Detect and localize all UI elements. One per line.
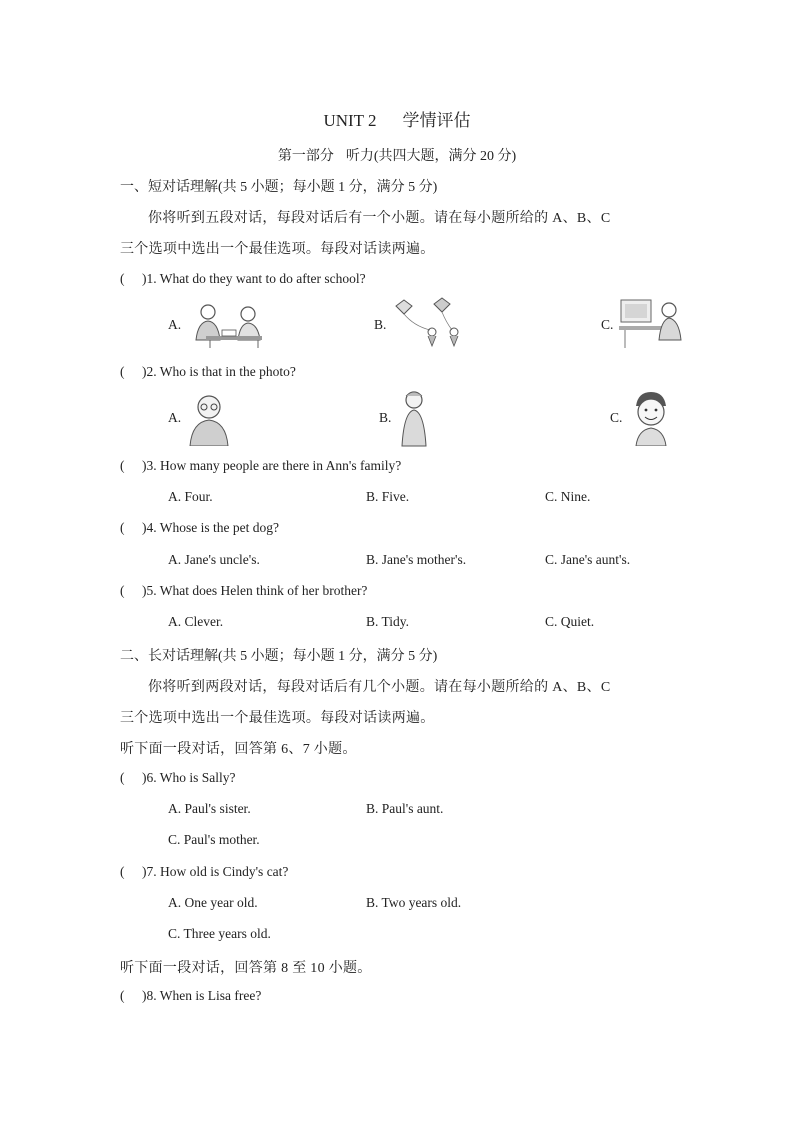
q6-option-c[interactable]: C. Paul's mother. bbox=[168, 832, 260, 847]
q3-option-c[interactable]: C. Nine. bbox=[545, 489, 591, 504]
question-text: )5. What does Helen think of her brother? bbox=[142, 583, 368, 598]
q1-option-c-label: C. bbox=[601, 317, 614, 332]
title-label: 学情评估 bbox=[402, 111, 471, 130]
question-1 bbox=[120, 271, 366, 287]
question-text: )7. How old is Cindy's cat? bbox=[142, 864, 289, 879]
subtitle-desc: 听力(共四大题，满分 20 分) bbox=[345, 149, 517, 164]
answer-blank[interactable]: ( bbox=[120, 271, 125, 286]
question-text: )4. Whose is the pet dog? bbox=[142, 520, 279, 535]
answer-blank[interactable]: ( bbox=[120, 520, 125, 535]
page-subtitle bbox=[0, 145, 794, 165]
question-6 bbox=[120, 770, 236, 786]
answer-blank[interactable]: ( bbox=[120, 583, 125, 598]
q7-option-a[interactable]: A. One year old. bbox=[168, 895, 258, 910]
question-5 bbox=[120, 583, 367, 599]
q2-option-a-label: A. bbox=[168, 410, 182, 425]
question-text: )2. Who is that in the photo? bbox=[142, 364, 296, 379]
question-4 bbox=[120, 520, 279, 536]
question-text: )8. When is Lisa free? bbox=[142, 988, 262, 1003]
section2-instruction-line1: 你将听到两段对话，每段对话后有几个小题。请在每小题所给的 A、B、C bbox=[148, 680, 611, 695]
answer-blank[interactable]: ( bbox=[120, 458, 125, 473]
question-2 bbox=[120, 364, 296, 380]
q7-option-c[interactable]: C. Three years old. bbox=[168, 926, 271, 941]
section-heading-1: 一、短对话理解(共 5 小题；每小题 1 分，满分 5 分) bbox=[120, 180, 438, 195]
section2-instruction-line2: 三个选项中选出一个最佳选项。每段对话读两遍。 bbox=[120, 711, 435, 726]
question-text: )6. Who is Sally? bbox=[142, 770, 236, 785]
q1-option-a-label: A. bbox=[168, 317, 182, 332]
question-7 bbox=[120, 864, 288, 880]
q5-option-a[interactable]: A. Clever. bbox=[168, 614, 224, 629]
q5-option-b[interactable]: B. Tidy. bbox=[366, 614, 410, 629]
old-woman-illustration bbox=[396, 388, 432, 448]
q1-option-b-label: B. bbox=[374, 317, 387, 332]
dialog-2-intro: 听下面一段对话，回答第 8 至 10 小题。 bbox=[120, 961, 372, 976]
question-3 bbox=[120, 458, 401, 474]
dialog-1-intro: 听下面一段对话，回答第 6、7 小题。 bbox=[120, 742, 357, 757]
q4-option-b[interactable]: B. Jane's mother's. bbox=[366, 552, 467, 567]
q4-option-c[interactable]: C. Jane's aunt's. bbox=[545, 552, 631, 567]
question-text: )1. What do they want to do after school? bbox=[142, 271, 366, 286]
answer-blank[interactable]: ( bbox=[120, 864, 125, 879]
boy-smiling-illustration bbox=[628, 390, 674, 446]
question-text: )3. How many people are there in Ann's family? bbox=[142, 458, 402, 473]
q2-option-c-label: C. bbox=[610, 410, 623, 425]
page-title bbox=[0, 106, 794, 131]
section1-instruction-line1: 你将听到五段对话，每段对话后有一个小题。请在每小题所给的 A、B、C bbox=[148, 211, 611, 226]
question-8 bbox=[120, 988, 261, 1004]
q2-option-b-label: B. bbox=[379, 410, 392, 425]
q4-option-a[interactable]: A. Jane's uncle's. bbox=[168, 552, 260, 567]
section1-instruction-line2: 三个选项中选出一个最佳选项。每段对话读两遍。 bbox=[120, 242, 435, 257]
answer-blank[interactable]: ( bbox=[120, 364, 125, 379]
q6-option-a[interactable]: A. Paul's sister. bbox=[168, 801, 251, 816]
q3-option-a[interactable]: A. Four. bbox=[168, 489, 213, 504]
students-studying-illustration bbox=[186, 300, 270, 350]
q5-option-c[interactable]: C. Quiet. bbox=[545, 614, 595, 629]
unit-label: UNIT 2 bbox=[323, 111, 377, 130]
q3-option-b[interactable]: B. Five. bbox=[366, 489, 410, 504]
q6-option-b[interactable]: B. Paul's aunt. bbox=[366, 801, 444, 816]
section-heading-2: 二、长对话理解(共 5 小题；每小题 1 分，满分 5 分) bbox=[120, 649, 438, 664]
answer-blank[interactable]: ( bbox=[120, 988, 125, 1003]
q7-option-b[interactable]: B. Two years old. bbox=[366, 895, 462, 910]
old-man-with-glasses-illustration bbox=[186, 390, 232, 446]
subtitle-part: 第一部分 bbox=[277, 149, 334, 164]
kids-flying-kites-illustration bbox=[390, 296, 470, 352]
person-at-computer-illustration bbox=[617, 296, 687, 352]
answer-blank[interactable]: ( bbox=[120, 770, 125, 785]
